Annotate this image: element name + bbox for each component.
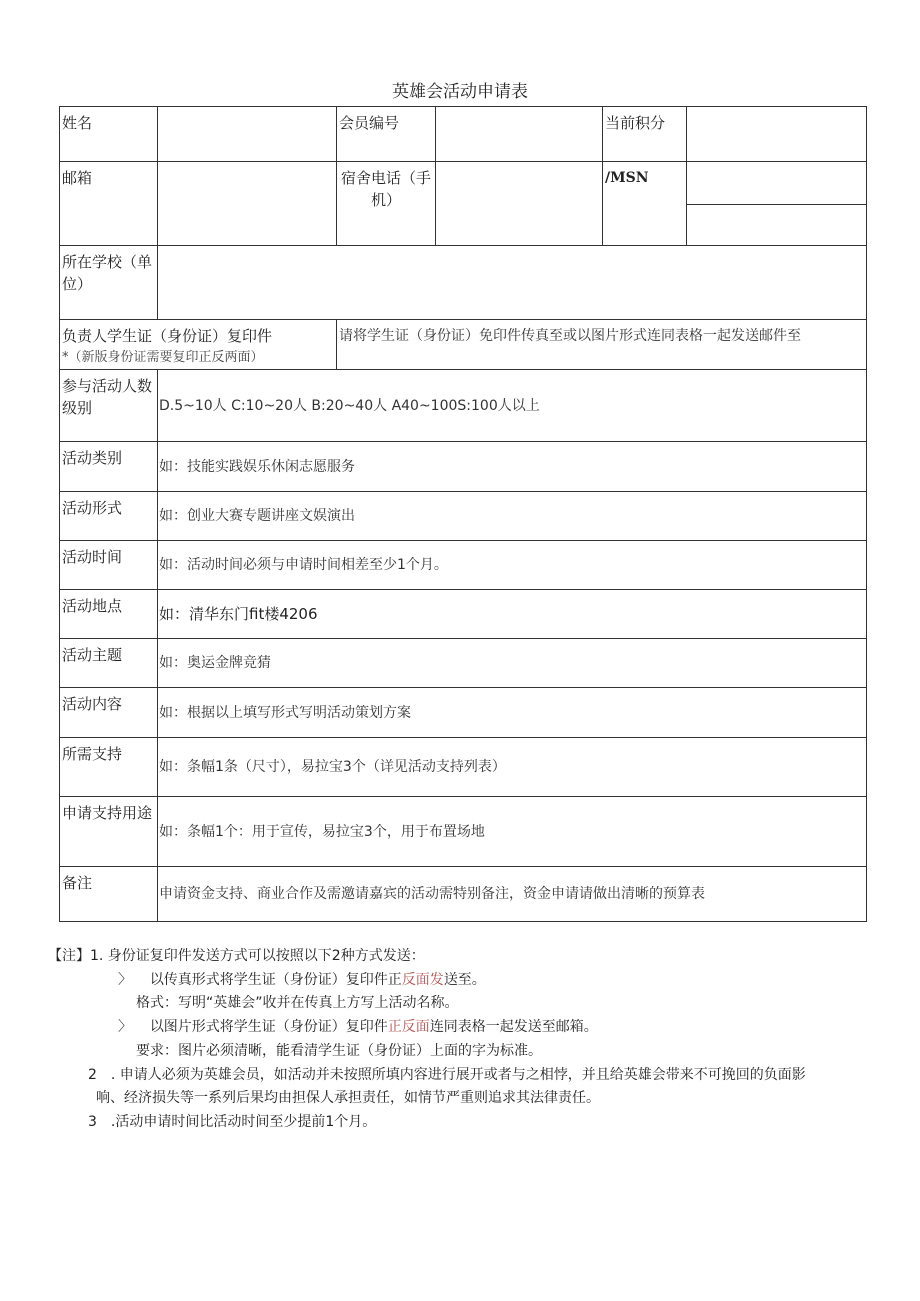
row-value[interactable]: 如：技能实践娱乐休闲志愿服务	[158, 442, 867, 492]
application-form	[59, 106, 867, 922]
row-label: 活动主题	[60, 639, 158, 688]
id-copy-label-cell	[60, 320, 337, 370]
msn-label: /MSN	[603, 162, 687, 246]
email-field[interactable]	[158, 162, 337, 246]
note-1-format: 格式：写明“英雄会”收并在传真上方写上活动名称。	[136, 995, 459, 1012]
row-label: 所需支持	[60, 738, 158, 797]
msn-field-top[interactable]	[687, 162, 866, 205]
text: 以图片形式将学生证（身份证）复印件	[149, 1019, 388, 1036]
text: 连同表格一起发送至邮箱。	[429, 1019, 598, 1036]
row-value[interactable]: 如：创业大赛专题讲座文娱演出	[158, 492, 867, 541]
row-value[interactable]: 如：根据以上填写形式写明活动策划方案	[158, 688, 867, 738]
bullet-icon: 〉	[118, 1019, 132, 1036]
id-copy-note: *（新版身份证需要复印正反两面）	[62, 350, 264, 365]
row-value[interactable]: 如：清华东门fit楼4206	[158, 590, 867, 639]
row-label: 参与活动人数级别	[60, 370, 158, 442]
note-3: 3 .活动申请时间比活动时间至少提前1个月。	[88, 1113, 377, 1130]
msn-field[interactable]	[687, 162, 867, 246]
row-value[interactable]: D.5~10人 C:10~20人 B:20~40人 A40~100S:100人以上	[158, 370, 867, 442]
email-label: 邮箱	[60, 162, 158, 246]
id-copy-value: 请将学生证（身份证）免印件传真至或以图片形式连同表格一起发送邮件至	[337, 320, 867, 370]
member-no-label: 会员编号	[337, 107, 436, 162]
note-1-bullet-1	[48, 969, 878, 993]
row-value[interactable]: 如：奥运金牌竞猜	[158, 639, 867, 688]
school-field[interactable]	[158, 246, 867, 320]
row-value[interactable]: 申请资金支持、商业合作及需邀请嘉宾的活动需特别备注，资金申请请做出清晰的预算表	[158, 867, 867, 922]
note-2: 2 . 申请人必须为英雄会员，如活动并未按照所填内容进行展开或者与之相悖，并且给英雄会带来不可挽回的负面影	[88, 1066, 806, 1083]
note-1: 【注】1. 身份证复印件发送方式可以按照以下2种方式发送：	[48, 948, 425, 964]
phone-field[interactable]	[436, 162, 603, 246]
member-no-field[interactable]	[436, 107, 603, 162]
note-2-cont: 响、经济损失等一系列后果均由担保人承担责任，如情节严重则追求其法律责任。	[96, 1090, 600, 1107]
highlight-text: 正反面	[387, 1019, 430, 1036]
name-label: 姓名	[60, 107, 158, 162]
text: 以传真形式将学生证（身份证）复印件正	[149, 971, 402, 988]
page-title: 英雄会活动申请表	[392, 82, 528, 102]
row-label: 活动类别	[60, 442, 158, 492]
row-value[interactable]: 如：条幅1个：用于宣传，易拉宝3个，用于布置场地	[158, 797, 867, 867]
note-1-requirement: 要求：图片必须清晰，能看清学生证（身份证）上面的字为标准。	[136, 1042, 542, 1059]
row-label: 活动内容	[60, 688, 158, 738]
text: 送至。	[443, 971, 486, 988]
school-label: 所在学校（单位）	[60, 246, 158, 320]
bullet-icon: 〉	[118, 971, 132, 988]
id-copy-label: 负责人学生证（身份证）复印件	[62, 327, 273, 345]
notes-section	[48, 945, 878, 1135]
row-label: 备注	[60, 867, 158, 922]
row-label: 活动形式	[60, 492, 158, 541]
highlight-text: 反面发	[401, 971, 444, 988]
points-field[interactable]	[687, 107, 867, 162]
row-label: 活动地点	[60, 590, 158, 639]
note-1-bullet-2	[48, 1016, 878, 1040]
phone-label: 宿舍电话（手机）	[337, 162, 436, 246]
points-label: 当前积分	[603, 107, 687, 162]
row-label: 活动时间	[60, 541, 158, 590]
row-value[interactable]: 如：活动时间必须与申请时间相差至少1个月。	[158, 541, 867, 590]
name-field[interactable]	[158, 107, 337, 162]
row-label: 申请支持用途	[60, 797, 158, 867]
row-value[interactable]: 如：条幅1条（尺寸），易拉宝3个（详见活动支持列表）	[158, 738, 867, 797]
